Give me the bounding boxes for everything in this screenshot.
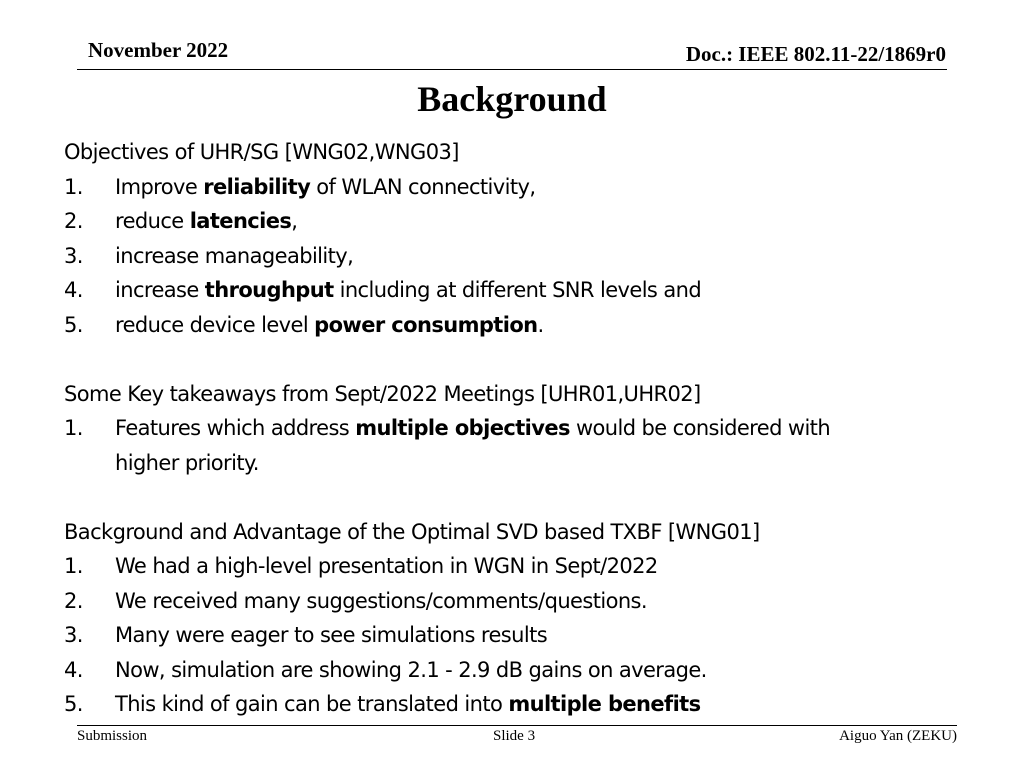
footer-author: Aiguo Yan (ZEKU) <box>839 728 957 744</box>
list-item <box>64 618 964 653</box>
list-number: 1. <box>64 416 83 440</box>
header-date: November 2022 <box>88 38 229 62</box>
list-number: 4. <box>64 657 83 682</box>
list-item <box>64 239 964 274</box>
section-heading-objectives: Objectives of UHR/SG [WNG02,WNG03] <box>64 140 459 164</box>
section-heading-takeaways: Some Key takeaways from Sept/2022 Meetings [UHR01,UHR02] <box>64 381 701 406</box>
list-item <box>64 411 964 446</box>
list-text: Many were eager to see simulations results <box>115 623 548 647</box>
list-number: 2. <box>64 588 83 613</box>
list-item <box>64 308 964 343</box>
list-text: increase manageability, <box>115 243 354 268</box>
spacer <box>64 342 964 377</box>
list-item-continuation <box>64 446 964 481</box>
list-text: Improve reliability of WLAN connectivity, <box>115 174 536 199</box>
list-number: 2. <box>64 209 83 233</box>
list-number: 3. <box>64 243 83 268</box>
header-rule <box>77 69 947 70</box>
list-text: higher priority. <box>115 450 259 475</box>
list-text: increase throughput including at different SNR levels and <box>115 278 702 302</box>
list-text: Features which address multiple objectives would be considered with <box>115 416 831 440</box>
footer-submission: Submission <box>77 728 148 744</box>
list-text: We received many suggestions/comments/questions. <box>115 588 647 613</box>
list-number: 1. <box>64 554 83 578</box>
list-text: Now, simulation are showing 2.1 - 2.9 dB gains on average. <box>115 657 707 682</box>
list-text: We had a high-level presentation in WGN in Sept/2022 <box>115 554 658 578</box>
list-item <box>64 687 964 722</box>
list-item <box>64 549 964 584</box>
list-item <box>64 653 964 688</box>
list-number: 3. <box>64 623 83 647</box>
footer-rule <box>77 725 957 726</box>
list-number: 5. <box>64 692 83 716</box>
list-number: 4. <box>64 278 83 302</box>
list-item <box>64 204 964 239</box>
slide-title: Background <box>417 79 607 119</box>
list-item <box>64 584 964 619</box>
list-text: reduce latencies, <box>115 209 298 233</box>
header-doc-id: Doc.: IEEE 802.11-22/1869r0 <box>685 42 946 66</box>
spacer <box>64 480 964 515</box>
section-heading-svd-txbf: Background and Advantage of the Optimal SVD based TXBF [WNG01] <box>64 519 760 544</box>
footer-slide-number: Slide 3 <box>493 728 536 744</box>
list-item <box>64 170 964 205</box>
list-text: This kind of gain can be translated into multiple benefits <box>115 692 701 716</box>
list-item <box>64 273 964 308</box>
slide-body <box>64 135 964 722</box>
list-number: 1. <box>64 174 83 199</box>
list-text: reduce device level power consumption. <box>115 312 544 337</box>
list-number: 5. <box>64 312 83 337</box>
